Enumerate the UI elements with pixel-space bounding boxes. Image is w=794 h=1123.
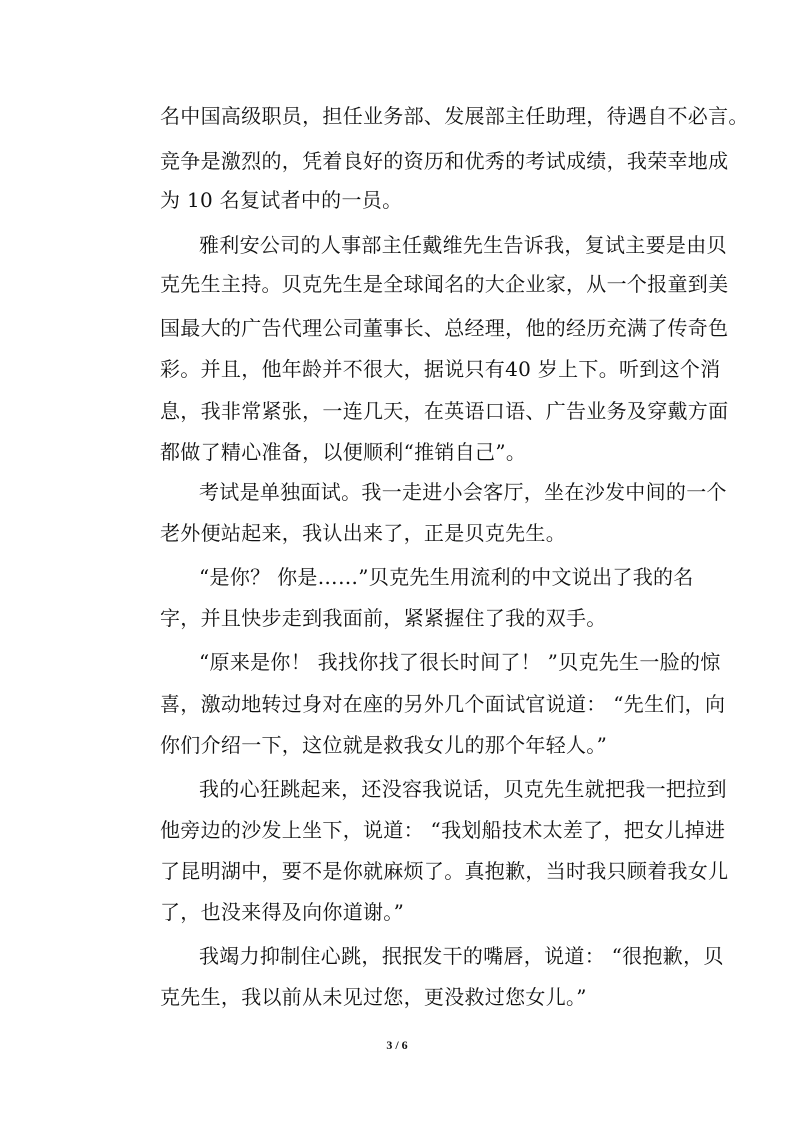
text-line: 克先生，我以前从未见过您，更没救过您女儿。” [160, 985, 587, 1009]
text-line: 了，也没来得及向你道谢。” [160, 900, 405, 924]
text-line: 名中国高级职员，担任业务部、发展部主任助理，待遇自不必言。 [160, 104, 749, 128]
text-line: 喜，激动地转过身对在座的另外几个面试官说道： “先生们，向 [160, 692, 726, 716]
text-line: 国最大的广告代理公司董事长、总经理，他的经历充满了传奇色 [160, 316, 729, 340]
text-line: 克先生主持。贝克先生是全球闻名的大企业家，从一个报童到美 [160, 272, 729, 296]
text-line: 都做了精心准备，以便顺利“推销自己”。 [160, 440, 527, 464]
page-number: 3 / 6 [386, 1038, 408, 1052]
text-line: 了昆明湖中，要不是你就麻烦了。真抱歉，当时我只顾着我女儿 [160, 859, 729, 883]
text-line: 字，并且快步走到我面前，紧紧握住了我的双手。 [160, 606, 607, 630]
text-line: “原来是你！ 我找你找了很长时间了！ ”贝克先生一脸的惊 [199, 650, 721, 674]
text-line: 我的心狂跳起来，还没容我说话，贝克先生就把我一把拉到 [199, 777, 727, 801]
text-line: 考试是单独面试。我一走进小会客厅，坐在沙发中间的一个 [199, 480, 727, 504]
text-line: 彩。并且，他年龄并不很大，据说只有40 岁上下。听到这个消 [160, 357, 721, 381]
text-line: 竞争是激烈的，凭着良好的资历和优秀的考试成绩，我荣幸地成 [160, 149, 729, 173]
text-line: 你们介绍一下，这位就是救我女儿的那个年轻人。” [160, 733, 608, 757]
text-line: 他旁边的沙发上坐下，说道： “我划船技术太差了，把女儿掉进 [160, 818, 726, 842]
text-line: “是你？ 你是……”贝克先生用流利的中文说出了我的名 [199, 565, 694, 589]
text-line: 息，我非常紧张，一连几天，在英语口语、广告业务及穿戴方面 [160, 399, 729, 423]
text-line: 为 10 名复试者中的一员。 [160, 188, 403, 212]
text-line: 我竭力抑制住心跳，抿抿发干的嘴唇，说道： “很抱歉，贝 [199, 944, 724, 968]
text-line: 老外便站起来，我认出来了，正是贝克先生。 [160, 521, 566, 545]
text-line: 雅利安公司的人事部主任戴维先生告诉我，复试主要是由贝 [199, 233, 727, 257]
